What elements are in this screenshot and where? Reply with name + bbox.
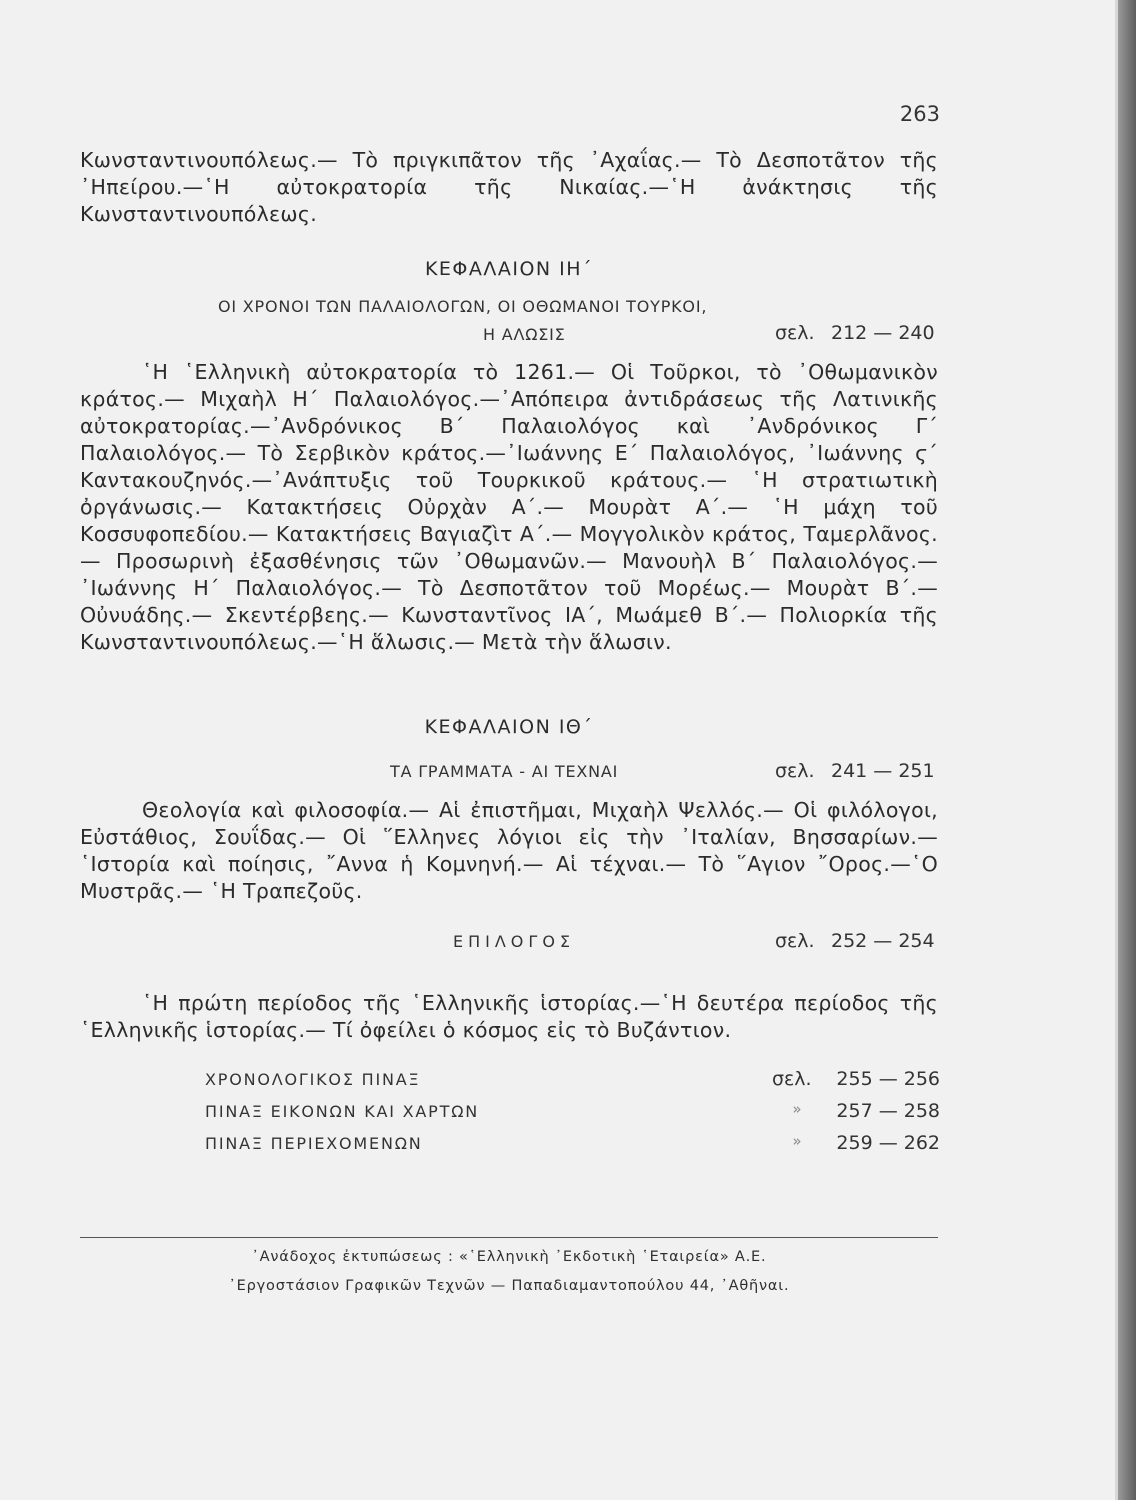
- chapter-18-summary: [80, 359, 938, 656]
- chapter-19-page-range: 241 — 251: [831, 760, 935, 782]
- index-entry-chronology: [205, 1070, 940, 1098]
- print-works-address: ᾿Εργοστάσιον Γραφικῶν Τεχνῶν — Παπαδιαμαντοπούλου 44, ᾿Αθῆναι.: [228, 1278, 790, 1294]
- index-entry-label: ΠΙΝΑΞ ΠΕΡΙΕΧΟΜΕΝΩΝ: [205, 1134, 423, 1153]
- chapter-18-title-line2: Η ΑΛΩΣΙΣ: [483, 325, 566, 344]
- index-entry-page-label: »: [792, 1132, 802, 1150]
- chapter-19-page-ref: [775, 760, 935, 782]
- chapter-19-heading: ΚΕΦΑΛΑΙΟΝ ΙΘ΄: [424, 716, 594, 738]
- epilogue-summary: [80, 990, 938, 1044]
- epilogue-page-label: σελ.: [775, 930, 815, 952]
- intro-paragraph-text: Κωνσταντινουπόλεως.— Τὸ πριγκιπᾶτον τῆς ᾿Αχαΐας.— Τὸ Δεσποτᾶτον τῆς ᾿Ηπείρου.—῾Η αὐτοκρατορία τῆς Νικαίας.—῾Η ἀνάκτησις τῆς Κωνσταντινουπόλεως.: [80, 148, 938, 226]
- chapter-19-title: ΤΑ ΓΡΑΜΜΑΤΑ - ΑΙ ΤΕΧΝΑΙ: [390, 762, 619, 781]
- chapter-19-summary-text: Θεολογία καὶ φιλοσοφία.— Αἱ ἐπιστῆμαι, Μιχαὴλ Ψελλός.— Οἱ φιλόλογοι, Εὐστάθιος, Σουΐδας.— Οἱ ῞Ελληνες λόγιοι εἰς τὴν ᾿Ιταλίαν, Βησσαρίων.—῾Ιστορία καὶ ποίησις, ῎Αννα ἡ Κομνηνή.— Αἱ τέχναι.— Τὸ ῞Αγιον ῎Ορος.—῾Ο Μυστρᾶς.— ῾Η Τραπεζοῦς.: [80, 798, 938, 903]
- index-entry-label: ΧΡΟΝΟΛΟΓΙΚΟΣ ΠΙΝΑΞ: [205, 1070, 421, 1089]
- index-entry-page-label: »: [792, 1100, 802, 1118]
- printer-credit: ᾿Ανάδοχος ἐκτυπώσεως : «῾Ελληνικὴ ᾿Εκδοτικὴ ῾Εταιρεία» Α.Ε.: [251, 1249, 767, 1265]
- index-entry-label: ΠΙΝΑΞ ΕΙΚΟΝΩΝ ΚΑΙ ΧΑΡΤΩΝ: [205, 1102, 479, 1121]
- epilogue-page-range: 252 — 254: [831, 930, 935, 952]
- chapter-18-summary-text: ῾Η ῾Ελληνικὴ αὐτοκρατορία τὸ 1261.— Οἱ Τοῦρκοι, τὸ ᾿Οθωμανικὸν κράτος.— Μιχαὴλ Η΄ Παλαιολόγος.—᾿Απόπειρα ἀντιδράσεως τῆς Λατινικῆς αὐτοκρατορίας.—᾿Ανδρόνικος Β΄ Παλαιολόγος καὶ ᾿Ανδρόνικος Γ΄ Παλαιολόγος.— Τὸ Σερβικὸν κράτος.—᾿Ιωάννης Ε΄ Παλαιολόγος, ᾿Ιωάννης ϛ΄ Καντακουζηνός.—᾿Ανάπτυξις τοῦ Τουρκικοῦ κράτους.— ῾Η στρατιωτικὴ ὀργάνωσις.— Κατακτήσεις Οὐρχὰν Α΄.— Μουρὰτ Α΄.— ῾Η μάχη τοῦ Κοσσυφοπεδίου.— Κατακτήσεις Βαγιαζὶτ Α΄.— Μογγολικὸν κράτος, Ταμερλᾶνος.— Προσωρινὴ ἐξασθένησις τῶν ᾿Οθωμανῶν.— Μανουὴλ Β΄ Παλαιολόγος.—᾿Ιωάννης Η΄ Παλαιολόγος.— Τὸ Δεσποτᾶτον τοῦ Μορέως.— Μουρὰτ Β΄.— Οὐνυάδης.— Σκεντέρβεης.— Κωνσταντῖνος ΙΑ΄, Μωάμεθ Β΄.— Πολιορκία τῆς Κωνσταντινουπόλεως.—῾Η ἅλωσις.— Μετὰ τὴν ἅλωσιν.: [80, 360, 938, 654]
- index-entry-images-maps: [205, 1102, 940, 1130]
- index-entry-page-range: 255 — 256: [836, 1068, 940, 1090]
- index-entry-contents: [205, 1134, 940, 1162]
- epilogue-summary-text: ῾Η πρώτη περίοδος τῆς ῾Ελληνικῆς ἱστορίας.—῾Η δευτέρα περίοδος τῆς ῾Ελληνικῆς ἱστορίας.— Τί ὀφείλει ὁ κόσμος εἰς τὸ Βυζάντιον.: [80, 991, 938, 1042]
- epilogue-page-ref: [775, 930, 935, 952]
- index-entry-page-range: 257 — 258: [836, 1100, 940, 1122]
- chapter-19-page-label: σελ.: [775, 760, 815, 782]
- chapter-18-page-ref: [775, 322, 935, 344]
- chapter-18-page-range: 212 — 240: [831, 322, 935, 344]
- index-entry-page-range: 259 — 262: [836, 1132, 940, 1154]
- footer-divider: [80, 1237, 938, 1238]
- chapter-19-summary: [80, 797, 938, 905]
- chapter-18-heading: ΚΕΦΑΛΑΙΟΝ ΙΗ΄: [424, 258, 594, 280]
- chapter-18-page-label: σελ.: [775, 322, 815, 344]
- epilogue-title: ΕΠΙΛΟΓΟΣ: [453, 932, 576, 951]
- index-entry-page-label: σελ.: [772, 1068, 812, 1090]
- book-edge-shadow: [1118, 0, 1136, 1500]
- chapter-18-title-line1: ΟΙ ΧΡΟΝΟΙ ΤΩΝ ΠΑΛΑΙΟΛΟΓΩΝ, ΟΙ ΟΘΩΜΑΝΟΙ ΤΟΥΡΚΟΙ,: [218, 297, 708, 316]
- intro-paragraph: [80, 147, 938, 228]
- page-number: 263: [899, 102, 940, 126]
